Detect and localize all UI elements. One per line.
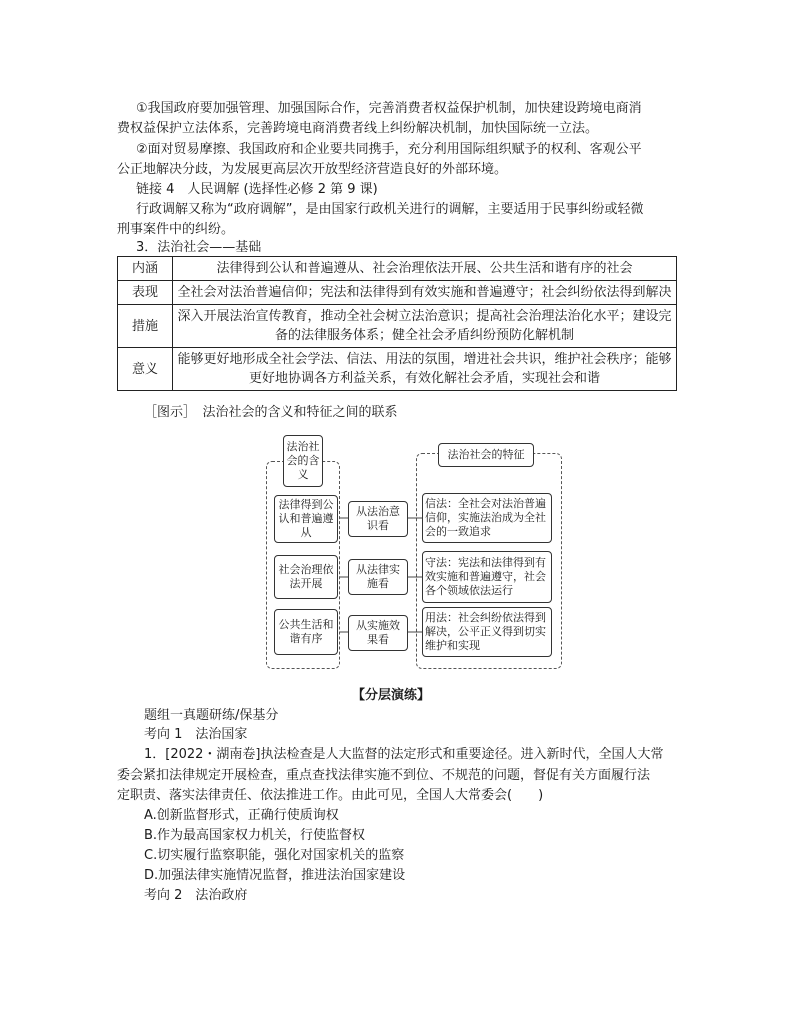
row-value: 法律得到公认和普遍遵从、社会治理依法开展、公共生活和谐有序的社会	[173, 257, 677, 281]
meaning-box: 公共生活和谐有序	[274, 609, 338, 655]
feature-box: 信法：全社会对法治普遍信仰，实施法治成为全社会的一致追求	[422, 493, 552, 543]
row-value: 深入开展法治宣传教育，推动全社会树立法治意识；提高社会治理法治化水平；建设完备的法律服务体系；健全社会矛盾纠纷预防化解机制	[173, 305, 677, 348]
row-value: 能够更好地形成全社会学法、信法、用法的氛围，增进社会共识，维护社会秩序；能够更好地协调各方利益关系，有效化解社会矛盾，实现社会和谐	[173, 348, 677, 391]
text-line: 刑事案件中的纠纷。	[117, 222, 235, 237]
row-key: 意义	[118, 348, 173, 391]
feature-box: 守法：宪法和法律得到有效实施和普遍遵守，社会各个领域依法运行	[422, 551, 552, 603]
figure-caption: ［图示］ 法治社会的含义和特征之间的联系	[144, 405, 398, 420]
table-row	[118, 348, 677, 391]
question-line: 1．[2022・湖南卷]执法检查是人大监督的法定形式和重要途径。进入新时代，全国人大常	[144, 747, 664, 762]
text-line: ①我国政府要加强管理、加强国际合作，完善消费者权益保护机制，加快建设跨境电商消	[136, 101, 642, 116]
table-row	[118, 257, 677, 281]
text-line: ②面对贸易摩擦、我国政府和企业要共同携手，充分利用国际组织赋予的权利、客观公平	[136, 142, 642, 157]
option-d: D.加强法律实施情况监督，推进法治国家建设	[144, 868, 406, 883]
row-key: 表现	[118, 281, 173, 305]
row-value: 全社会对法治普遍信仰；宪法和法律得到有效实施和普遍遵守；社会纠纷依法得到解决	[173, 281, 677, 305]
perspective-box: 从法治意识看	[348, 501, 408, 537]
table-row	[118, 281, 677, 305]
group-heading: 题组一真题研练/保基分	[144, 708, 279, 723]
option-c: C.切实履行监察职能，强化对国家机关的监察	[144, 848, 405, 863]
relationship-diagram	[264, 433, 564, 673]
text-line: 公正地解决分歧，为发展更高层次开放型经济营造良好的外部环境。	[117, 162, 508, 177]
text-line: 行政调解又称为“政府调解”，是由国家行政机关进行的调解，主要适用于民事纠纷或轻微	[136, 202, 644, 217]
right-title-box: 法治社会的特征	[438, 443, 534, 467]
table-row	[118, 305, 677, 348]
practice-heading: 【分层演练】	[352, 688, 431, 703]
question-line: 定职责、落实法律责任、依法推进工作。由此可见，全国人大常委会( )	[117, 788, 544, 803]
perspective-box: 从法律实施看	[348, 559, 408, 595]
option-b: B.作为最高国家权力机关，行使监督权	[144, 828, 366, 843]
topic-heading: 考向 1 法治国家	[144, 727, 248, 742]
meaning-box: 社会治理依法开展	[274, 555, 338, 599]
feature-box: 用法：社会纠纷依法得到解决，公平正义得到切实维护和实现	[422, 607, 552, 657]
topic-heading: 考向 2 法治政府	[144, 888, 248, 903]
text-line: 费权益保护立法体系，完善跨境电商消费者线上纠纷解决机制，加快国际统一立法。	[117, 121, 599, 136]
section-heading: 3．法治社会——基础	[136, 240, 262, 255]
rule-of-law-society-table	[117, 256, 677, 391]
row-key: 内涵	[118, 257, 173, 281]
question-line: 委会紧扣法律规定开展检查，重点查找法律实施不到位、不规范的问题，督促有关方面履行法	[117, 768, 651, 783]
option-a: A.创新监督形式，正确行使质询权	[144, 808, 339, 823]
link-heading: 链接 4 人民调解 (选择性必修 2 第 9 课)	[136, 182, 378, 197]
meaning-box: 法律得到公认和普遍遵从	[274, 495, 338, 543]
row-key: 措施	[118, 305, 173, 348]
perspective-box: 从实施效果看	[348, 615, 408, 651]
left-title-box: 法治社会的含义	[283, 435, 323, 487]
